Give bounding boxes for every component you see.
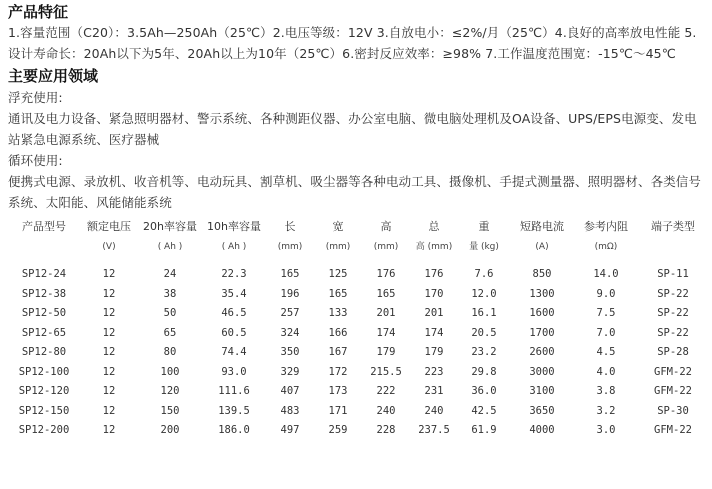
spec-table — [8, 217, 708, 441]
table-cell: 100 — [160, 365, 180, 378]
table-cell: 61.9 — [471, 424, 497, 436]
table-cell: 4000 — [529, 424, 555, 436]
table-cell: 165 — [328, 287, 348, 300]
column-header-label: 短路电流 — [520, 220, 564, 233]
table-cell: 4.5 — [596, 346, 616, 358]
table-cell: 133 — [328, 307, 348, 319]
table-cell: 1300 — [529, 287, 555, 300]
table-cell: 23.2 — [471, 346, 497, 358]
table-cell: 240 — [424, 404, 444, 417]
table-cell: 3650 — [529, 404, 555, 417]
table-row — [8, 363, 708, 383]
table-cell: 257 — [280, 307, 300, 319]
table-cell: GFM-22 — [654, 385, 692, 397]
table-cell: 172 — [328, 365, 348, 378]
table-cell: 38 — [163, 287, 177, 300]
table-cell: 407 — [280, 385, 300, 397]
column-header-unit: (A) — [535, 242, 549, 252]
column-header-label: 额定电压 — [87, 220, 131, 233]
cycle-use-label: 循环使用: — [8, 153, 63, 168]
table-cell: SP12-120 — [18, 385, 70, 397]
column-header-unit: (mm) — [277, 242, 303, 252]
table-cell: 173 — [328, 385, 348, 397]
column-header-label: 高 — [380, 220, 392, 233]
table-cell: 4.0 — [596, 365, 616, 378]
column-header-unit: (mm) — [325, 242, 351, 252]
column-header-label: 总 — [428, 220, 440, 233]
column-header-label: 产品型号 — [22, 220, 66, 233]
table-cell: 201 — [376, 307, 396, 319]
column-header-label: 端子类型 — [651, 220, 695, 233]
table-cell: 139.5 — [218, 404, 250, 417]
table-cell: SP-11 — [657, 268, 689, 280]
table-cell: 12 — [102, 385, 116, 397]
table-cell: 42.5 — [471, 404, 497, 417]
table-cell: SP12-38 — [21, 287, 67, 300]
column-header — [638, 217, 708, 265]
column-header-unit: 高 (mm) — [415, 242, 453, 252]
column-header-unit: ( Ah ) — [157, 242, 183, 252]
table-row — [8, 382, 708, 402]
table-cell: 329 — [280, 365, 300, 378]
table-cell: 12 — [102, 365, 116, 378]
table-cell: SP12-150 — [18, 404, 70, 417]
table-cell: 222 — [376, 385, 396, 397]
table-cell: 176 — [424, 268, 444, 280]
table-cell: SP12-200 — [18, 424, 70, 436]
table-cell: 111.6 — [218, 385, 250, 397]
table-cell: 2600 — [529, 346, 555, 358]
table-cell: 228 — [376, 424, 396, 436]
table-cell: SP12-24 — [21, 268, 67, 280]
table-cell: 29.8 — [471, 365, 497, 378]
table-cell: 16.1 — [471, 307, 497, 319]
table-cell: SP12-80 — [21, 346, 67, 358]
table-cell: 22.3 — [221, 268, 247, 280]
table-cell: 179 — [376, 346, 396, 358]
table-cell: SP-22 — [657, 326, 689, 339]
table-cell: 196 — [280, 287, 300, 300]
column-header-unit: ( Ah ) — [221, 242, 247, 252]
table-cell: 231 — [424, 385, 444, 397]
table-cell: 171 — [328, 404, 348, 417]
column-header-label: 10h率容量 — [207, 220, 261, 233]
table-cell: 12 — [102, 268, 116, 280]
table-row — [8, 265, 708, 285]
table-cell: 7.5 — [596, 307, 616, 319]
table-cell: 80 — [163, 346, 177, 358]
features-text: 1.容量范围（C20）：3.5Ah—250Ah（25℃）2.电压等级：12V 3.自放电小：≤2%/月（25℃）4.良好的高率放电性能 5.设计寿命长：20Ah以下为5年、20Ah以上为10年（25℃）6.密封反应效率：≥98% 7.工作温度范围宽：-15℃～45℃ — [8, 25, 697, 61]
table-cell: 7.0 — [596, 326, 616, 339]
table-cell: 850 — [532, 268, 552, 280]
table-cell: 7.6 — [474, 268, 494, 280]
table-cell: SP-28 — [657, 346, 689, 358]
table-row — [8, 421, 708, 441]
column-header-unit: (V) — [102, 242, 116, 252]
table-cell: 3.2 — [596, 404, 616, 417]
table-cell: 120 — [160, 385, 180, 397]
column-header — [8, 217, 80, 265]
table-cell: 3.0 — [596, 424, 616, 436]
column-header — [410, 217, 458, 265]
table-cell: 167 — [328, 346, 348, 358]
table-cell: 9.0 — [596, 287, 616, 300]
table-row — [8, 343, 708, 363]
column-header-unit: 量 (kg) — [469, 242, 499, 252]
column-header — [80, 217, 138, 265]
table-cell: 324 — [280, 326, 300, 339]
table-cell: SP12-100 — [18, 365, 70, 378]
table-cell: 174 — [424, 326, 444, 339]
column-header — [202, 217, 266, 265]
table-cell: 12.0 — [471, 287, 497, 300]
table-cell: 165 — [280, 268, 300, 280]
table-cell: 12 — [102, 424, 116, 436]
float-use-text: 通讯及电力设备、紧急照明器材、警示系统、各种测距仪器、办公室电脑、微电脑处理机及OA设备、UPS/EPS电源变、发电站紧急电源系统、医疗器械 — [8, 111, 697, 147]
table-cell: SP-22 — [657, 307, 689, 319]
table-cell: 50 — [163, 307, 177, 319]
column-header — [138, 217, 202, 265]
column-header — [266, 217, 314, 265]
table-cell: 1700 — [529, 326, 555, 339]
table-cell: 497 — [280, 424, 300, 436]
table-cell: SP12-65 — [21, 326, 67, 339]
table-cell: 24 — [163, 268, 177, 280]
table-cell: 3000 — [529, 365, 555, 378]
table-cell: 165 — [376, 287, 396, 300]
table-cell: 125 — [328, 268, 348, 280]
column-header-label: 20h率容量 — [143, 220, 197, 233]
applications-heading: 主要应用领域 — [8, 67, 99, 85]
column-header-label: 宽 — [332, 220, 344, 233]
table-cell: 237.5 — [418, 424, 450, 436]
table-header-row — [8, 217, 708, 265]
cycle-use-text: 便携式电源、录放机、收音机等、电动玩具、割草机、吸尘器等各种电动工具、摄像机、手提式测量器、照明器材、各类信号系统、太阳能、风能储能系统 — [8, 174, 702, 210]
column-header — [574, 217, 638, 265]
table-cell: 14.0 — [593, 268, 619, 280]
column-header — [362, 217, 410, 265]
column-header — [510, 217, 574, 265]
table-cell: 3100 — [529, 385, 555, 397]
table-row — [8, 285, 708, 305]
table-cell: 12 — [102, 404, 116, 417]
table-row — [8, 304, 708, 324]
table-cell: 3.8 — [596, 385, 616, 397]
table-cell: 46.5 — [221, 307, 247, 319]
table-cell: 166 — [328, 326, 348, 339]
column-header-label: 长 — [284, 220, 296, 233]
table-cell: 176 — [376, 268, 396, 280]
page-content — [8, 0, 708, 441]
column-header-unit: (mΩ) — [594, 242, 618, 252]
table-cell: 1600 — [529, 307, 555, 319]
table-cell: 483 — [280, 404, 300, 417]
table-cell: 12 — [102, 326, 116, 339]
table-cell: SP12-50 — [21, 307, 67, 319]
table-cell: 150 — [160, 404, 180, 417]
table-row — [8, 402, 708, 422]
table-cell: 223 — [424, 365, 444, 378]
table-cell: 200 — [160, 424, 180, 436]
table-cell: SP-22 — [657, 287, 689, 300]
table-cell: 201 — [424, 307, 444, 319]
table-cell: 65 — [163, 326, 177, 339]
column-header-label: 重 — [478, 220, 490, 233]
table-cell: 36.0 — [471, 385, 497, 397]
table-cell: 186.0 — [218, 424, 250, 436]
table-cell: 74.4 — [221, 346, 247, 358]
table-cell: 12 — [102, 287, 116, 300]
table-cell: 35.4 — [221, 287, 247, 300]
table-body — [8, 265, 708, 441]
table-row — [8, 324, 708, 344]
table-cell: GFM-22 — [654, 365, 692, 378]
table-cell: SP-30 — [657, 404, 689, 417]
table-cell: GFM-22 — [654, 424, 692, 436]
table-cell: 350 — [280, 346, 300, 358]
table-cell: 179 — [424, 346, 444, 358]
table-cell: 20.5 — [471, 326, 497, 339]
column-header-label: 参考内阻 — [584, 220, 628, 233]
table-cell: 12 — [102, 346, 116, 358]
table-cell: 215.5 — [370, 365, 402, 378]
table-cell: 240 — [376, 404, 396, 417]
column-header-unit: (mm) — [373, 242, 399, 252]
float-use-label: 浮充使用: — [8, 90, 63, 105]
column-header — [314, 217, 362, 265]
column-header — [458, 217, 510, 265]
table-cell: 93.0 — [221, 365, 247, 378]
table-cell: 60.5 — [221, 326, 247, 339]
features-heading: 产品特征 — [8, 3, 69, 21]
table-cell: 12 — [102, 307, 116, 319]
table-cell: 259 — [328, 424, 348, 436]
table-cell: 174 — [376, 326, 396, 339]
table-cell: 170 — [424, 287, 444, 300]
